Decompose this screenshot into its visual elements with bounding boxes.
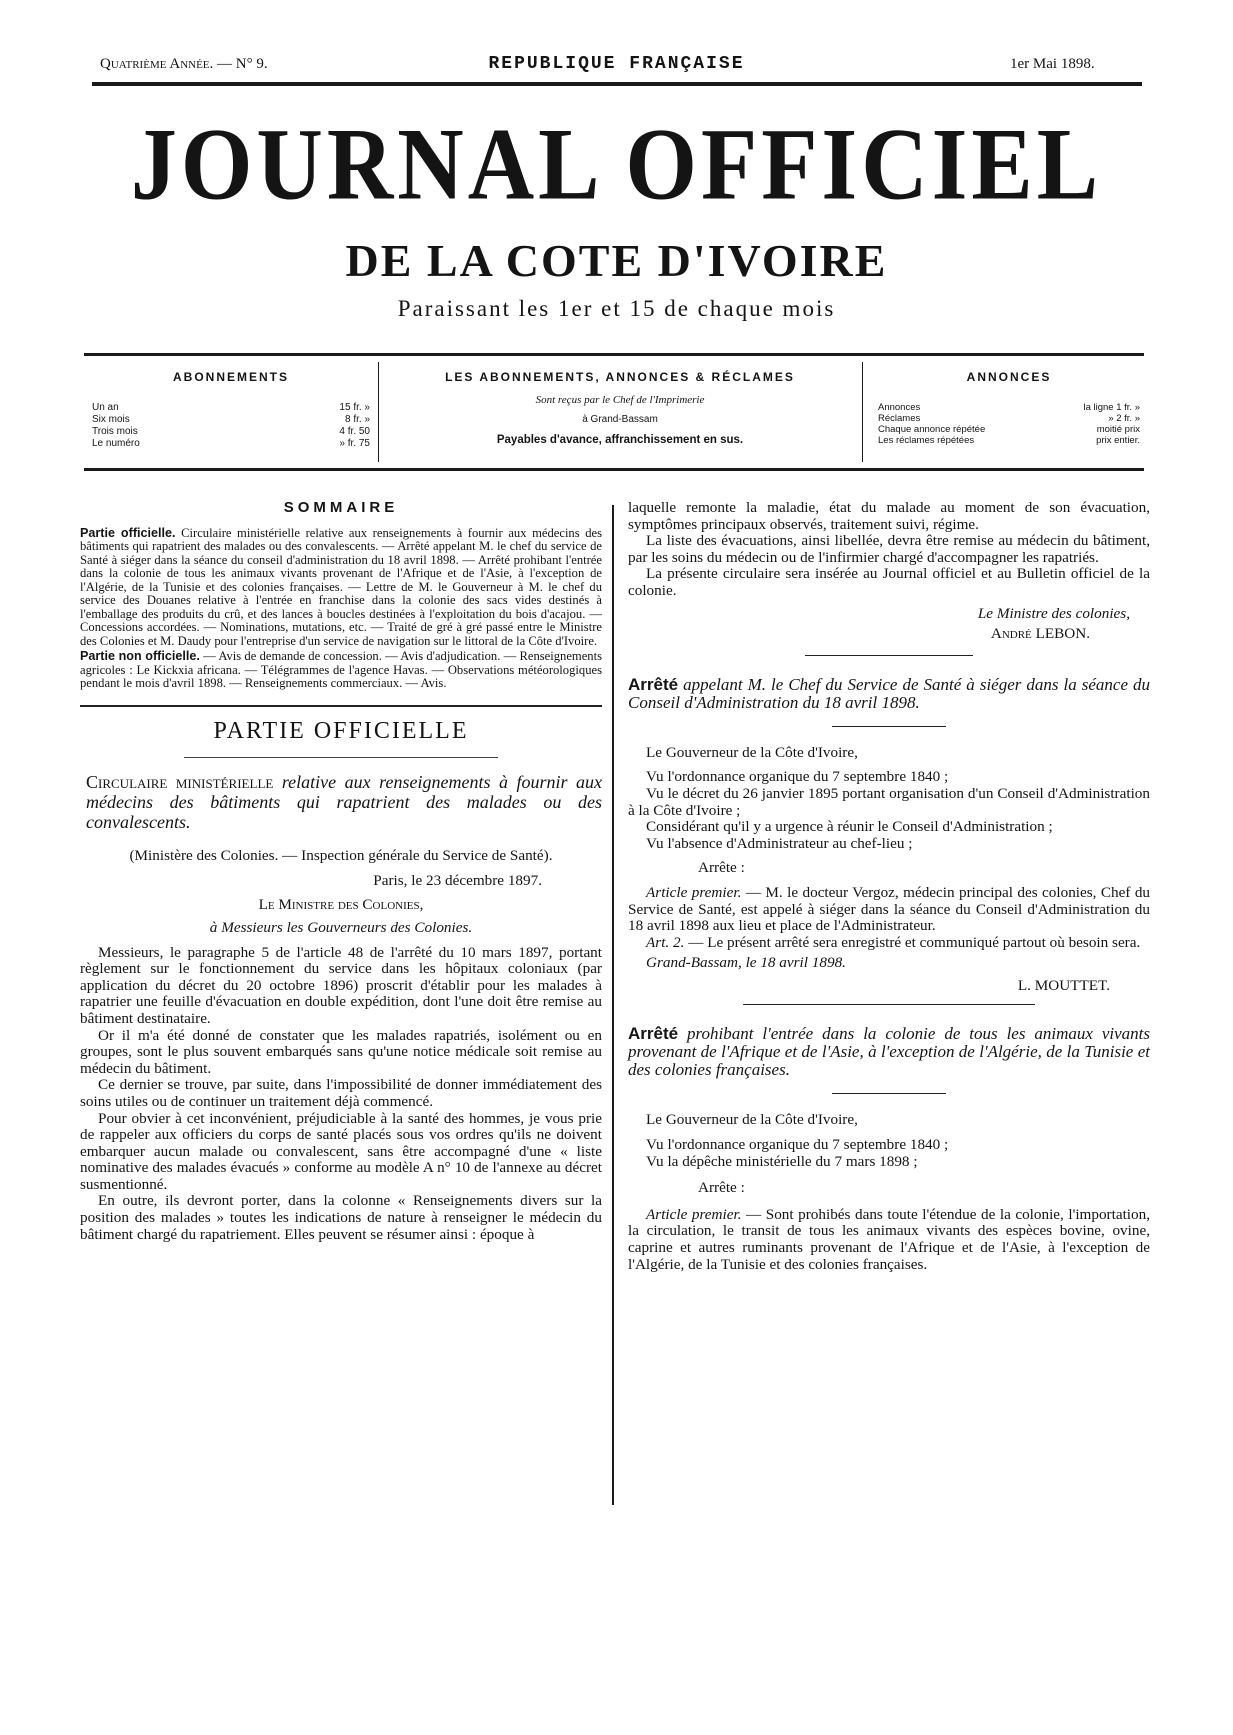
announcement-label: Chaque annonce répétée xyxy=(878,424,986,435)
circulaire-title xyxy=(80,772,602,832)
minister-signature: André LEBON. xyxy=(990,625,1090,643)
subscription-row xyxy=(92,426,370,438)
circulaire-paragraph: Ce dernier se trouve, par suite, dans l'impossibilité de donner immédiatement des soins utiles ou de continuer un traitement déjà commencé. xyxy=(80,1076,602,1110)
arrete1-article2-label: Art. 2. xyxy=(646,933,685,951)
section-rule xyxy=(805,655,972,656)
arrete1-article1 xyxy=(628,885,1150,935)
circulaire-paragraph: En outre, ils devront porter, dans la colonne « Renseignements divers sur la position des malades » toutes les indications de nature à renseigner le médecin du bâtiment chargé du rapatriement. Elles peuvent se résumer ainsi : époque à xyxy=(80,1192,602,1243)
sommaire-non-officielle-label: Partie non officielle. xyxy=(80,649,200,664)
issue-number: Quatrième Année. — N° 9. xyxy=(100,56,268,72)
heading-rule xyxy=(184,757,497,758)
announcement-row xyxy=(878,413,1140,424)
heading-rule xyxy=(832,726,947,727)
subscriptions-list xyxy=(92,402,370,450)
arrete1-decree: Arrête : xyxy=(698,859,745,877)
publication-frequency: Paraissant les 1er et 15 de chaque mois xyxy=(397,296,836,321)
arrete1-article2-text: — Le présent arrêté sera enregistré et communiqué partout où besoin sera. xyxy=(688,933,1141,951)
box-top-rule xyxy=(84,353,1144,356)
sommaire-officielle-label: Partie officielle. xyxy=(80,525,176,540)
announcement-price: » 2 fr. » xyxy=(1108,413,1140,424)
journal-title: JOURNAL OFFICIEL xyxy=(130,106,1103,222)
section-rule xyxy=(743,1004,1035,1005)
announcement-price: la ligne 1 fr. » xyxy=(1083,402,1140,413)
subscription-info-line1: Sont reçus par le Chef de l'Imprimerie xyxy=(535,394,705,406)
announcements-list xyxy=(878,402,1140,446)
subscriptions-heading: ABONNEMENTS xyxy=(172,370,289,384)
arrete1-governor: Le Gouverneur de la Côte d'Ivoire, xyxy=(646,743,858,761)
sommaire-officielle xyxy=(80,527,602,649)
arrete2-label: Arrêté xyxy=(628,1024,679,1044)
subscription-info-box xyxy=(385,370,855,446)
circulaire-paragraph: Messieurs, le paragraphe 5 de l'article 48 de l'arrêté du 10 mars 1897, portant règlement sur le fonctionnement du service dans les hôpitaux coloniaux (par application du décret du 20 octobre 1896) proscrit d'établir pour les malades à rapatrier une feuille d'évacuation en double expédition, dont l'une doit être remise au bâtiment destinataire. xyxy=(80,943,602,1027)
circulaire-paragraph: Pour obvier à cet inconvénient, préjudiciable à la santé des hommes, je vous prie de rappeler aux officiers du corps de santé placés sous vos ordres qu'ils ne doivent embarquer aucun malade ou convalescent, sans être accompagné d'une « liste nominative des malades évacués » conforme au modèle A n° 10 de l'annexe au décret susmentionné. xyxy=(80,1109,602,1193)
box-divider-right xyxy=(862,362,863,462)
subscription-row xyxy=(92,402,370,414)
announcement-price: prix entier. xyxy=(1096,435,1140,446)
circulaire-recipient: à Messieurs les Gouverneurs des Colonies. xyxy=(209,918,473,936)
ministry-note: (Ministère des Colonies. — Inspection générale du Service de Santé). xyxy=(129,847,553,865)
circulaire-place-date: Paris, le 23 décembre 1897. xyxy=(373,871,542,889)
arrete1-vu: Considérant qu'il y a urgence à réunir le Conseil d'Administration ; xyxy=(646,818,1053,836)
arrete2-vu: Vu la dépêche ministérielle du 7 mars 1898 ; xyxy=(646,1152,918,1170)
announcement-row xyxy=(878,402,1140,413)
arrete2-article1 xyxy=(628,1207,1150,1273)
issue-date: 1er Mai 1898. xyxy=(1010,56,1095,72)
subscription-row xyxy=(92,438,370,450)
subscriptions-box xyxy=(92,370,370,450)
announcement-row xyxy=(878,424,1140,435)
announcement-label: Annonces xyxy=(878,402,921,413)
arrete1-vu: Vu le décret du 26 janvier 1895 portant organisation d'un Conseil d'Administration à la Côte d'Ivoire ; xyxy=(628,784,1150,819)
subscription-price: 8 fr. » xyxy=(344,414,370,425)
arrete2-decree: Arrête : xyxy=(698,1179,745,1197)
sommaire-heading: SOMMAIRE xyxy=(283,499,399,516)
subscription-info-line3: Payables d'avance, affranchissement en sus. xyxy=(496,434,744,446)
arrete2-article1-label: Article premier. xyxy=(646,1205,742,1223)
section-rule xyxy=(80,705,602,707)
arrete1-label: Arrêté xyxy=(628,674,679,694)
subscription-price: 15 fr. » xyxy=(339,402,370,413)
sommaire-officielle-text: Circulaire ministérielle relative aux renseignements à fournir aux médecins des bâtiments qui rapatrient des malades ou des convalescents. — Arrêté appelant M. le chef du service de Santé à siéger dans la séance du conseil d'administration du 18 avril 1898. — Arrêté prohibant l'entrée dans la colonie de tous les animaux vivants provenant de l'Afrique et de l'Asie, à l'exception de l'Algérie, de la Tunisie et des colonies françaises. — Lettre de M. le Gouverneur à M. le chef du service des Douanes relative à l'entrée en franchise dans la colonie des sacs vides destinés à l'emballage des produits du crû, et des lances à boucles destinées à l'exploitation du bois d'acajou. — Concessions accordées. — Nominations, mutations, etc. — Traité de gré à gré passé entre le Ministre des Colonies et M. Daudy pour l'entreprise d'un service de navigation sur le littoral de la Côte d'Ivoire. xyxy=(80,525,603,648)
sommaire-non-officielle-text: — Avis de demande de concession. — Avis d'adjudication. — Renseignements agricoles : Le Kickxia africana. — Télégrammes de l'agence Havas. — Observations météorologiques pendant le mois d'avril 1898. — Renseignements commerciaux. — Avis. xyxy=(80,649,602,691)
arrete2-governor: Le Gouverneur de la Côte d'Ivoire, xyxy=(646,1111,858,1129)
subscription-label: Trois mois xyxy=(92,426,138,437)
circulaire-title-label: Circulaire ministérielle xyxy=(86,772,274,793)
subscription-label: Six mois xyxy=(92,414,130,425)
journal-subtitle: DE LA COTE D'IVOIRE xyxy=(345,235,888,286)
circulaire-paragraph: La liste des évacuations, ainsi libellée, devra être remise au médecin du bâtiment, par les soins du médecin ou de l'infirmier chargé d'accompagner les rapatriés. xyxy=(628,532,1150,566)
subscription-label: Le numéro xyxy=(92,438,140,449)
arrete2-title-text: prohibant l'entrée dans la colonie de tous les animaux vivants provenant de l'Afrique et de l'Asie, à l'exception de l'Algérie, de la Tunisie et des colonies françaises. xyxy=(628,1024,1151,1080)
circulaire-sender: Le Ministre des Colonies, xyxy=(258,896,424,914)
arrete2-vu: Vu l'ordonnance organique du 7 septembre 1840 ; xyxy=(646,1136,949,1154)
arrete1-article2 xyxy=(628,935,1150,952)
circulaire-title-text: relative aux renseignements à fournir aux médecins des bâtiments qui rapatrient des malades ou des convalescents. xyxy=(86,772,602,833)
announcement-row xyxy=(878,435,1140,446)
subscription-price: » fr. 75 xyxy=(339,438,370,449)
box-bottom-rule xyxy=(84,468,1144,471)
sommaire-non-officielle xyxy=(80,650,602,691)
subscription-price: 4 fr. 50 xyxy=(339,426,370,437)
announcements-box xyxy=(878,370,1140,446)
subscription-info-heading: LES ABONNEMENTS, ANNONCES & RÉCLAMES xyxy=(445,370,795,384)
announcement-price: moitié prix xyxy=(1096,424,1140,435)
arrete1-place-date: Grand-Bassam, le 18 avril 1898. xyxy=(646,954,846,972)
announcement-label: Les réclames répétées xyxy=(878,435,975,446)
circulaire-paragraph: Or il m'a été donné de constater que les malades rapatriés, isolément ou en groupes, sont le plus souvent embarqués sans qu'une notice médicale soit remise au médecin du bâtiment. xyxy=(80,1026,602,1077)
subscription-row xyxy=(92,414,370,426)
arrete1-vu: Vu l'absence d'Administrateur au chef-lieu ; xyxy=(646,834,913,852)
arrete1-article1-label: Article premier. xyxy=(646,883,742,901)
arrete1-signature: L. MOUTTET. xyxy=(1017,976,1110,994)
minister-title: Le Ministre des colonies, xyxy=(977,604,1130,622)
top-rule xyxy=(92,82,1142,86)
left-column xyxy=(80,500,602,1243)
column-divider xyxy=(612,505,614,1505)
republic-label: REPUBLIQUE FRANÇAISE xyxy=(488,54,745,74)
partie-officielle-heading: PARTIE OFFICIELLE xyxy=(213,717,469,744)
arrete1-title-text: appelant M. le Chef du Service de Santé à siéger dans la séance du Conseil d'Administration du 18 avril 1898. xyxy=(628,674,1151,712)
arrete1-vu: Vu l'ordonnance organique du 7 septembre 1840 ; xyxy=(646,768,949,786)
right-column xyxy=(628,500,1150,1273)
announcement-label: Réclames xyxy=(878,413,921,424)
arrete2-article1-text: — Sont prohibés dans toute l'étendue de la colonie, l'importation, la circulation, le transit de tous les animaux vivants des espèces bovine, ovine, caprine et autres ruminants provenant de l'Afrique et de l'Asie, à l'exception de l'Algérie, de la Tunisie et des colonies françaises. xyxy=(628,1205,1150,1273)
arrete1-article1-text: — M. le docteur Vergoz, médecin principal des colonies, Chef du Service de Santé, est appelé à siéger dans la séance du Conseil d'Administration du 18 avril 1898 aux lieu et place de l'Administrateur. xyxy=(628,883,1150,935)
box-divider-left xyxy=(378,362,379,462)
subscription-info-line2: à Grand-Bassam xyxy=(582,414,658,425)
arrete2-title xyxy=(628,1025,1150,1079)
circulaire-paragraph: La présente circulaire sera insérée au Journal officiel et au Bulletin officiel de la colonie. xyxy=(628,565,1150,599)
announcements-heading: ANNONCES xyxy=(966,370,1052,384)
arrete1-title xyxy=(628,676,1150,712)
subscription-label: Un an xyxy=(92,402,119,413)
circulaire-continuation: laquelle remonte la maladie, état du malade au moment de son évacuation, symptômes principaux observés, traitement suivi, régime. xyxy=(628,499,1150,533)
heading-rule xyxy=(832,1093,947,1094)
